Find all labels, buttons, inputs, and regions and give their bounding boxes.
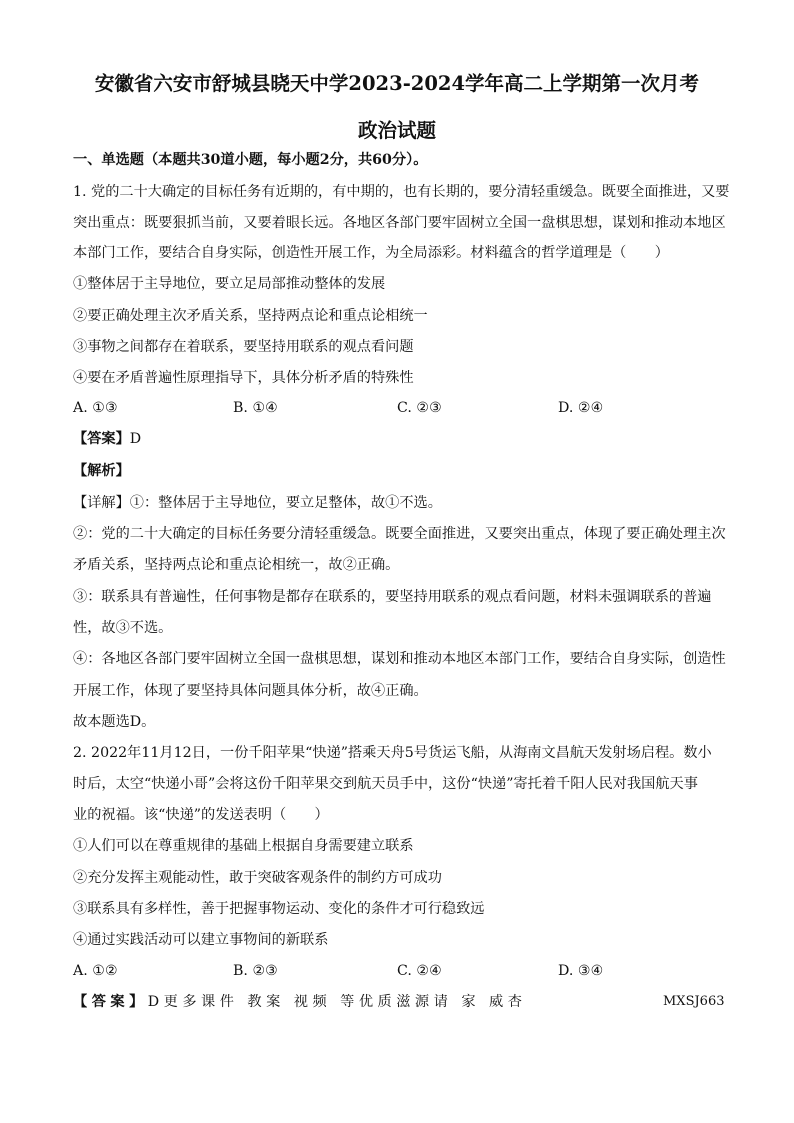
q2-option-a: A. ①② [73,963,118,979]
q1-stem-line: 1. 党的二十大确定的目标任务有近期的，有中期的，也有长期的，要分清轻重缓急。既要全面推进，又要 [73,184,730,200]
watermark-code: MXSJ663 [663,994,725,1009]
q1-option-c: C. ②③ [397,400,442,416]
detail-text: ①：整体居于主导地位，要立足整体，故①不选。 [129,495,442,511]
q1-detail-line: ④：各地区各部门要牢固树立全国一盘棋思想，谋划和推动本地区本部门工作，要结合自身实际，创造性 [73,651,726,667]
q1-detail-line: 开展工作，体现了要坚持具体问题具体分析，故④正确。 [73,683,428,699]
q2-item: ④通过实践活动可以建立事物间的新联系 [73,932,329,948]
q1-analysis-label: 【解析】 [73,463,130,479]
q1-item: ②要正确处理主次矛盾关系，坚持两点论和重点论相统一 [73,308,428,324]
q1-detail-line: 性，故③不选。 [73,620,173,636]
q1-item: ①整体居于主导地位，要立足局部推动整体的发展 [73,276,386,292]
q1-option-b: B. ①④ [233,400,278,416]
q1-detail-line: ②：党的二十大确定的目标任务要分清轻重缓急。既要全面推进，又要突出重点，体现了要正确处理主次 [73,526,726,542]
detail-label: 【详解】 [73,495,130,511]
q1-item: ④要在矛盾普遍性原理指导下，具体分析矛盾的特殊性 [73,370,414,386]
q1-conclusion: 故本题选D。 [73,714,156,730]
answer-value: D [129,431,142,447]
q2-stem-line: 业的祝福。该“快递”的发送表明（ ） [73,807,329,823]
exam-title: 安徽省六安市舒城县晓天中学2023-2024学年高二上学期第一次月考 [94,72,700,95]
q2-option-b: B. ②③ [233,963,278,979]
q1-answer [73,429,733,449]
q2-stem-line: 时后，太空“快递小哥”会将这份千阳苹果交到航天员手中，这份“快递”寄托着千阳人民对我国航天事 [73,776,698,792]
q1-stem-line: 突出重点：既要狠抓当前，又要着眼长远。各地区各部门要牢固树立全国一盘棋思想，谋划和推动本地区 [73,215,726,231]
q2-stem-line: 2. 2022年11月12日，一份千阳苹果“快递”搭乘天舟5号货运飞船，从海南文昌航天发射场启程。数小 [73,745,712,761]
q2-item: ③联系具有多样性，善于把握事物运动、变化的条件才可行稳致远 [73,901,485,917]
q1-option-d: D. ②④ [558,400,604,416]
q1-detail-line [73,493,733,513]
q1-stem-line: 本部门工作，要结合自身实际，创造性开展工作，为全局添彩。材料蕴含的哲学道理是（ ） [73,245,669,261]
q2-item: ①人们可以在尊重规律的基础上根据自身需要建立联系 [73,838,414,854]
q1-detail-line: 矛盾关系，坚持两点论和重点论相统一，故②正确。 [73,557,400,573]
q1-item: ③事物之间都存在着联系，要坚持用联系的观点看问题 [73,339,414,355]
answer-value: D [147,994,160,1010]
q1-option-a: A. ①③ [73,400,118,416]
watermark-text: 更多课件 教案 视频 等优质滋源请 家 威杏 [163,994,527,1010]
q2-item: ②充分发挥主观能动性，敢于突破客观条件的制约方可成功 [73,870,442,886]
q1-detail-line: ③：联系具有普遍性，任何事物是都存在联系的，要坚持用联系的观点看问题，材料未强调联系的普遍 [73,589,712,605]
q2-option-c: C. ②④ [397,963,442,979]
answer-label: 【答案】 [73,431,130,447]
exam-subtitle: 政治试题 [357,119,436,142]
answer-label: 【答案】 [73,994,148,1010]
section-heading: 一、单选题（本题共30道小题，每小题2分，共60分）。 [73,152,428,168]
q2-option-d: D. ③④ [558,963,604,979]
q2-answer [73,992,633,1012]
